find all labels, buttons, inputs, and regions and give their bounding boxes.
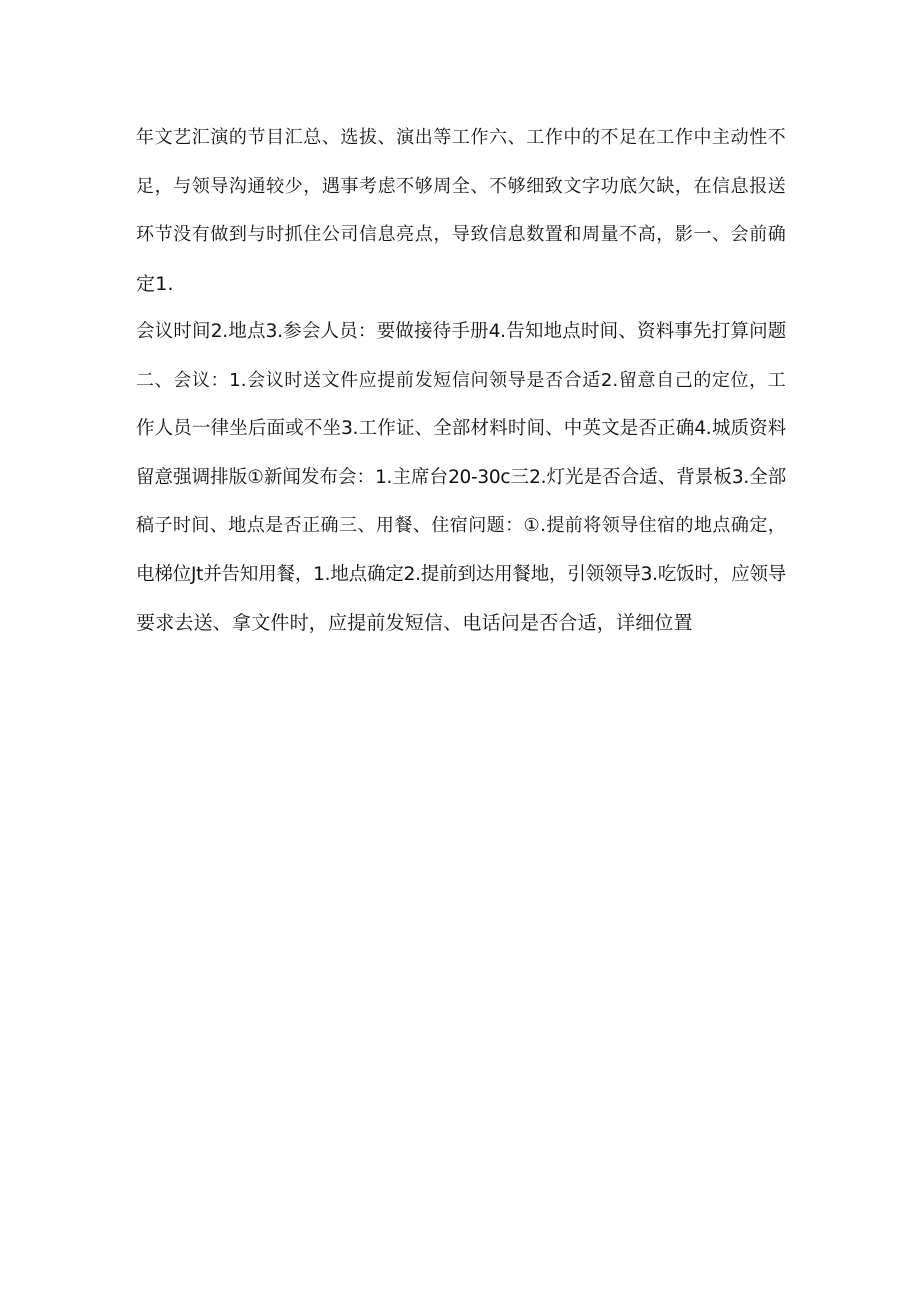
text-line-9: 稿子时间、地点是否正确三、用餐、住宿问题：①.提前将领导住宿的地点确定，	[136, 515, 786, 536]
body-text	[136, 114, 786, 648]
text-line-7: 作人员一律坐后面或不坐3.工作证、全部材料时间、中英文是否正确4.城质资料	[136, 418, 786, 439]
text-line-8: 留意强调排版①新闻发布会：1.主席台20-30c三2.灯光是否合适、背景板3.全部	[136, 466, 786, 488]
text-line-2: 足，与领导沟通较少，遇事考虑不够周全、不够细致文字功底欠缺，在信息报送	[136, 175, 786, 197]
text-line-1: 年文艺汇演的节目汇总、选拔、演出等工作六、工作中的不足在工作中主动性不	[136, 127, 786, 148]
text-line-4: 定1.	[136, 272, 174, 295]
text-line-6: 二、会议：1.会议时送文件应提前发短信问领导是否合适2.留意自己的定位，工	[136, 369, 786, 391]
text-line-10: 电梯位Jt并告知用餐，1.地点确定2.提前到达用餐地，引领领导3.吃饭时，应领导	[136, 563, 786, 585]
text-line-5: 会议时间2.地点3.参会人员：要做接待手册4.告知地点时间、资料事先打算问题	[136, 321, 786, 342]
text-line-3: 环节没有做到与时抓住公司信息亮点，导致信息数置和周量不高，影一、会前确	[136, 224, 786, 245]
text-line-11: 要求去送、拿文件时，应提前发短信、电话问是否合适，详细位置	[136, 612, 693, 634]
